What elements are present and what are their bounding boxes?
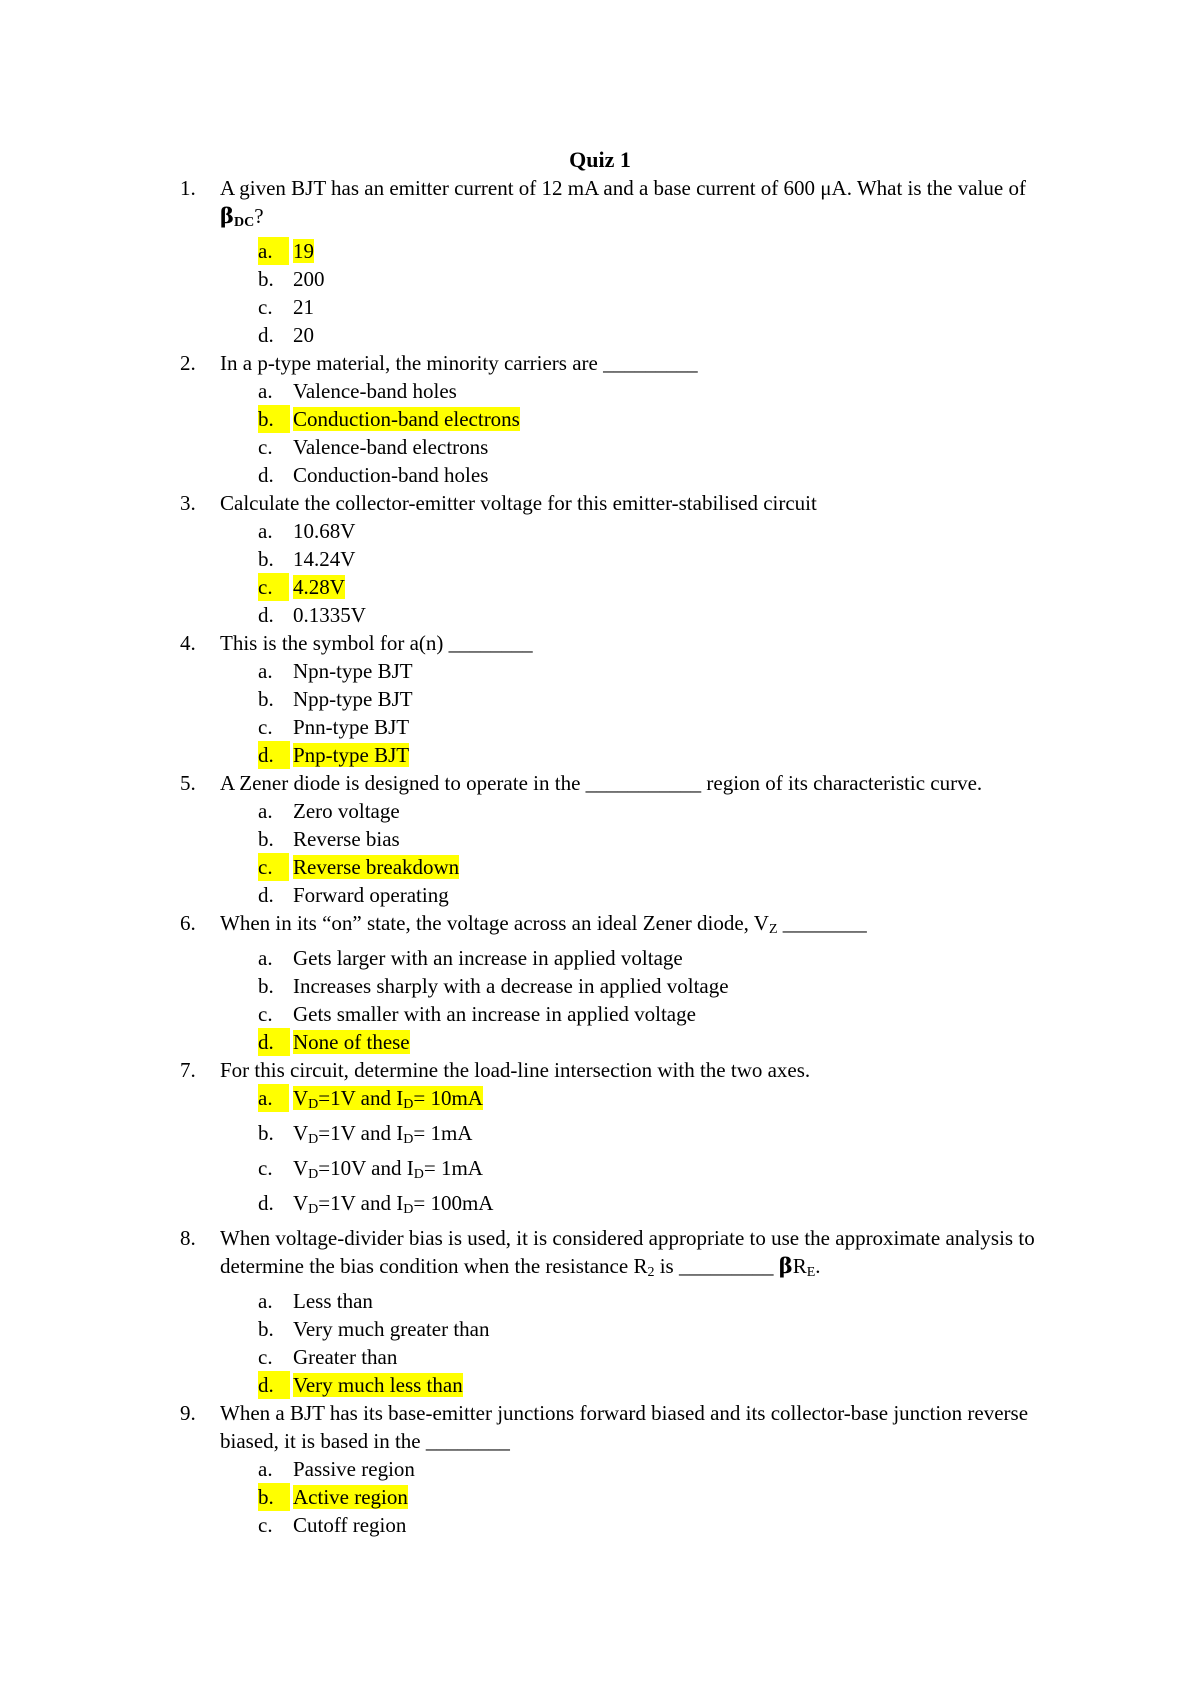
option-text: 4.28V [293,575,345,599]
option-letter: b. [258,405,290,433]
question-9 [180,1399,1050,1539]
option-text: Npn-type BJT [293,659,413,683]
answer-option [220,601,1050,629]
option-text: Active region [293,1485,408,1509]
option-letter: a. [258,519,273,543]
answer-option-correct [220,1084,1050,1119]
question-number: 5. [180,771,196,795]
option-text: Passive region [293,1457,415,1481]
answer-option-correct [220,853,1050,881]
answer-option-correct [220,237,1050,265]
option-letter: b. [258,547,274,571]
question-1 [180,174,1050,349]
option-text: Forward operating [293,883,449,907]
option-list [220,237,1050,349]
option-letter: d. [258,603,274,627]
option-letter: d. [258,883,274,907]
option-text: Pnp-type BJT [293,743,410,767]
option-letter: a. [258,237,289,265]
option-letter: a. [258,659,273,683]
option-list [220,944,1050,1056]
question-number: 7. [180,1058,196,1082]
option-letter: d. [258,1028,290,1056]
question-text: For this circuit, determine the load-line intersection with the two axes. [220,1058,811,1082]
answer-option [220,1511,1050,1539]
option-text: Valence-band holes [293,379,457,403]
option-text: Very much greater than [293,1317,490,1341]
question-3 [180,489,1050,629]
answer-option [220,1343,1050,1371]
answer-option [220,461,1050,489]
option-letter: d. [258,323,274,347]
question-4 [180,629,1050,769]
answer-option [220,545,1050,573]
answer-option [220,1000,1050,1028]
answer-option [220,1119,1050,1154]
option-letter: b. [258,974,274,998]
option-text: 21 [293,295,314,319]
option-letter: b. [258,687,274,711]
option-letter: c. [258,853,289,881]
option-list [220,1455,1050,1539]
option-list [220,1287,1050,1399]
option-letter: a. [258,799,273,823]
question-number: 1. [180,176,196,200]
option-text: $V_D=1V$ and $I_D= 1mA$ [293,1121,473,1147]
option-letter: b. [258,1317,274,1341]
answer-option-correct [220,573,1050,601]
answer-option [220,293,1050,321]
answer-option [220,972,1050,1000]
option-text: Pnn-type BJT [293,715,410,739]
answer-option [220,1455,1050,1483]
question-number: 3. [180,491,196,515]
answer-option [220,797,1050,825]
option-text: Very much less than [293,1373,463,1397]
answer-option [220,517,1050,545]
question-text: A Zener diode is designed to operate in the ___________ region of its characteristic curve. [220,771,983,795]
option-letter: a. [258,1084,289,1112]
option-letter: d. [258,741,290,769]
question-5 [180,769,1050,909]
option-letter: a. [258,946,273,970]
option-text: Valence-band electrons [293,435,489,459]
option-list [220,657,1050,769]
answer-option [220,825,1050,853]
question-text: This is the symbol for a(n) ________ [220,631,533,655]
option-text: 10.68V [293,519,356,543]
option-text: Npp-type BJT [293,687,413,711]
option-letter: d. [258,1191,274,1215]
option-text: 0.1335V [293,603,366,627]
question-text: When a BJT has its base-emitter junctions forward biased and its collector-base junction reverse biased, it is based in the ________ [220,1401,1029,1453]
option-text: 14.24V [293,547,356,571]
answer-option-correct [220,1483,1050,1511]
answer-option-correct [220,405,1050,433]
option-letter: c. [258,1345,273,1369]
option-text: Gets larger with an increase in applied voltage [293,946,683,970]
option-text: Increases sharply with a decrease in applied voltage [293,974,729,998]
question-number: 8. [180,1226,196,1250]
answer-option-correct [220,1028,1050,1056]
option-letter: c. [258,573,289,601]
option-letter: a. [258,1457,273,1481]
option-list [220,377,1050,489]
answer-option [220,433,1050,461]
option-text: Greater than [293,1345,398,1369]
page-title: Quiz 1 [569,147,631,172]
question-text: Calculate the collector-emitter voltage for this emitter-stabilised circuit [220,491,817,515]
answer-option [220,1315,1050,1343]
option-letter: b. [258,1121,274,1145]
option-text: Reverse breakdown [293,855,460,879]
option-list [220,797,1050,909]
answer-option-correct [220,741,1050,769]
question-number: 2. [180,351,196,375]
option-letter: b. [258,267,274,291]
option-text: Cutoff region [293,1513,407,1537]
answer-option [220,713,1050,741]
question-6 [180,909,1050,1056]
option-text: None of these [293,1030,410,1054]
option-letter: b. [258,827,274,851]
option-text: $V_D=1V$ and $I_D= 10mA$ [293,1086,483,1112]
quiz-list [180,174,1050,1539]
question-8 [180,1224,1050,1399]
question-7 [180,1056,1050,1224]
answer-option [220,377,1050,405]
option-letter: c. [258,1002,273,1026]
question-text: In a p-type material, the minority carriers are _________ [220,351,698,375]
answer-option [220,1154,1050,1189]
option-list [220,1084,1050,1224]
question-number: 9. [180,1401,196,1425]
option-text: 200 [293,267,325,291]
option-letter: a. [258,379,273,403]
option-letter: a. [258,1289,273,1313]
option-text: Zero voltage [293,799,400,823]
answer-option [220,1189,1050,1224]
option-list [220,517,1050,629]
answer-option [220,1287,1050,1315]
option-text: 19 [293,239,314,263]
answer-option-correct [220,1371,1050,1399]
option-text: Gets smaller with an increase in applied voltage [293,1002,696,1026]
question-number: 6. [180,911,196,935]
option-letter: d. [258,463,274,487]
question-text: A given BJT has an emitter current of 12 mA and a base current of 600 μA. What is the value of $\beta_{DC}$? [220,176,1026,230]
option-text: Reverse bias [293,827,400,851]
option-text: 20 [293,323,314,347]
question-text: When in its “on” state, the voltage across an ideal Zener diode, $V_Z$ ________ [220,911,867,937]
option-letter: c. [258,295,273,319]
option-letter: c. [258,715,273,739]
answer-option [220,944,1050,972]
answer-option [220,657,1050,685]
option-text: $V_D=1V$ and $I_D= 100mA$ [293,1191,494,1217]
option-letter: d. [258,1371,290,1399]
answer-option [220,321,1050,349]
option-letter: b. [258,1483,290,1511]
answer-option [220,881,1050,909]
question-number: 4. [180,631,196,655]
answer-option [220,685,1050,713]
option-text: $V_D=10V$ and $I_D= 1mA$ [293,1156,483,1182]
option-letter: c. [258,435,273,459]
question-text: When voltage-divider bias is used, it is considered appropriate to use the approximate analysis to determine the bias condition when the resistance $R_2$ is _________ $\beta R_E$. [220,1226,1035,1280]
answer-option [220,265,1050,293]
option-letter: c. [258,1513,273,1537]
option-letter: c. [258,1156,273,1180]
option-text: Less than [293,1289,373,1313]
option-text: Conduction-band holes [293,463,489,487]
option-text: Conduction-band electrons [293,407,520,431]
question-2 [180,349,1050,489]
